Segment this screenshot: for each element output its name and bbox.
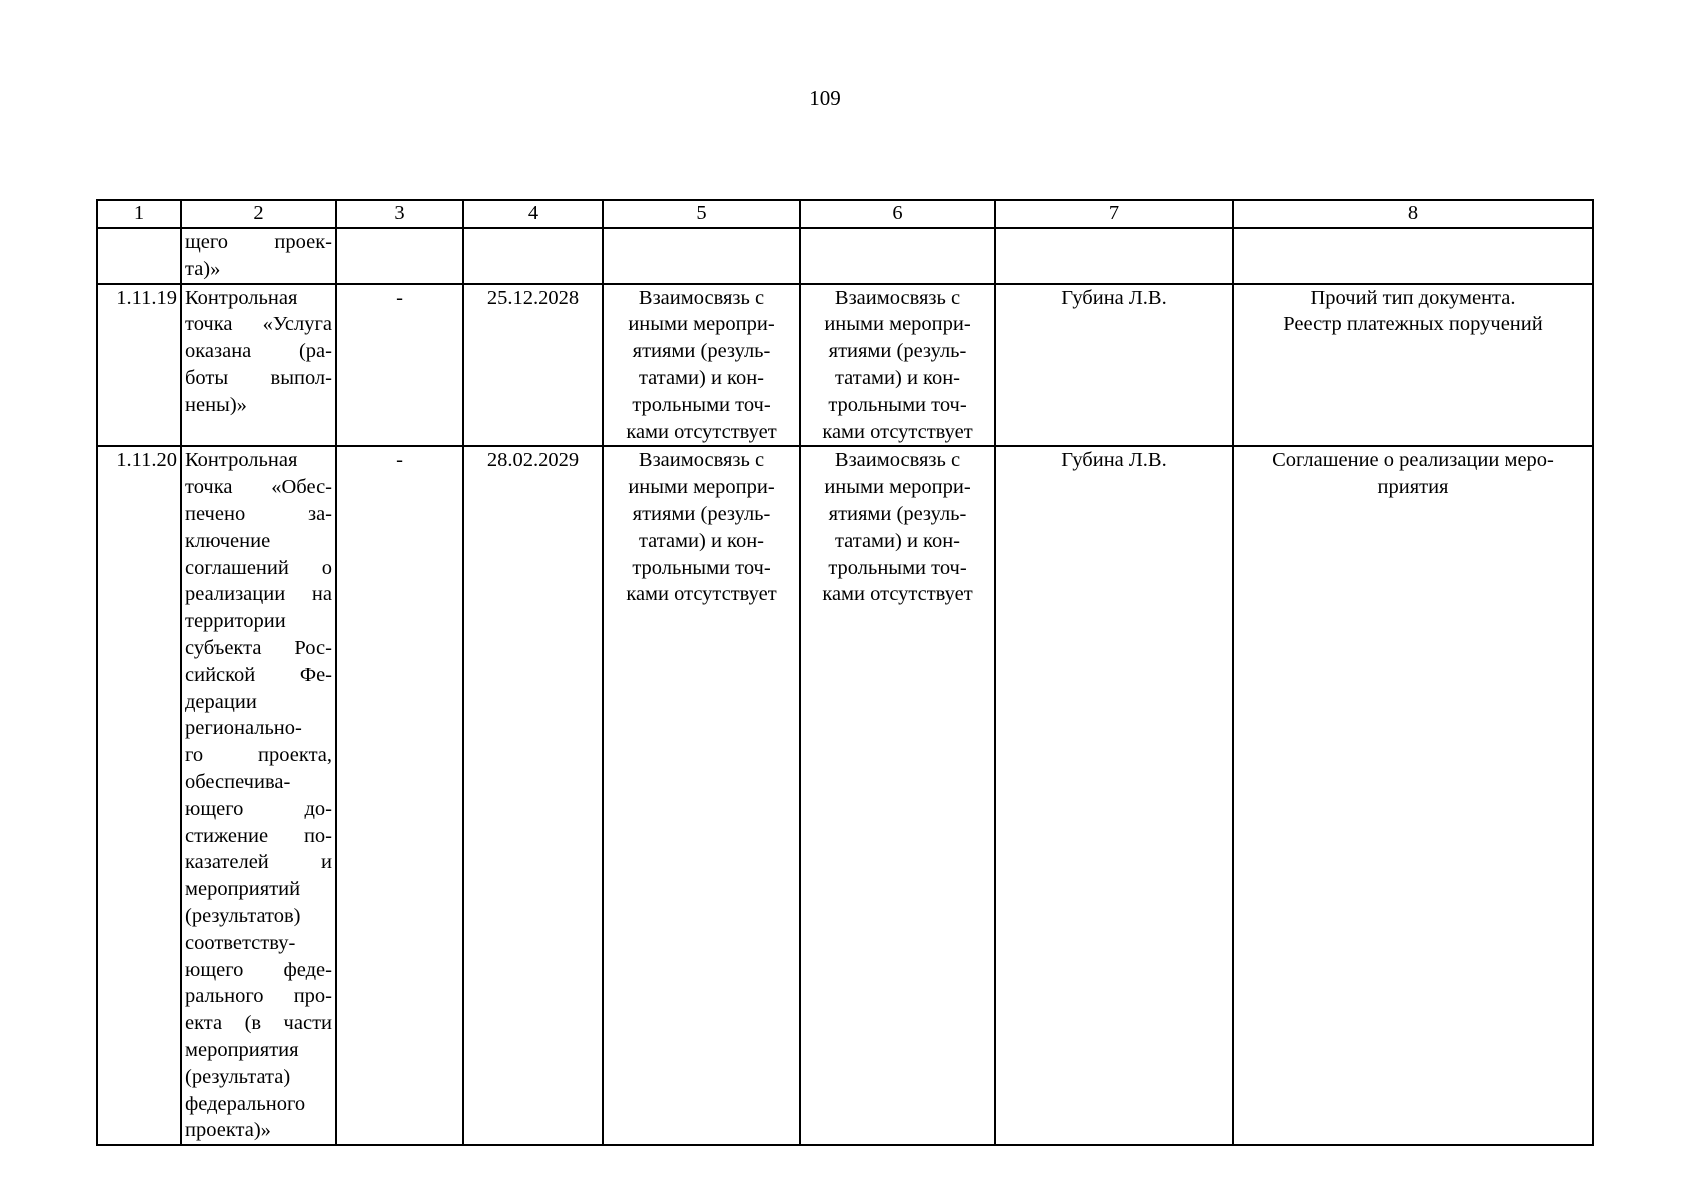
cell-text-line: проекта)» [185,1119,271,1142]
cell-text-line: Взаимосвязь с [834,449,961,472]
relation-cell [800,284,995,447]
event-name-cell [181,446,336,1145]
relation-cell [800,446,995,1145]
relation-cell [800,228,995,284]
table-header-row [97,200,1593,228]
cell-text-line: татами) и кон- [638,366,765,389]
cell-text-line: трольными точ- [828,556,967,579]
row-number-cell [97,228,181,284]
cell-text-line: точка «Обес- [185,476,332,499]
cell-text-line: трольными точ- [828,393,967,416]
cell-text-line: соглашений о [185,556,332,579]
cell-text-line: Реестр платежных поручений [1283,313,1543,336]
cell-text-line: иными меропри- [628,313,775,336]
cell-text-line: соответству- [185,931,296,954]
cell-text-line: рального про- [185,985,332,1008]
cell-text-line: ками отсутствует [822,420,973,443]
cell-text-line: татами) и кон- [834,529,961,552]
col3-cell [336,228,463,284]
date-cell [463,228,603,284]
header-cell: 7 [995,200,1233,228]
date-cell: 28.02.2029 [463,446,603,1145]
page-number: 109 [809,86,841,110]
header-cell: 2 [181,200,336,228]
cell-text-line: реализации на [185,583,332,606]
cell-text-line: казателей и [185,851,332,874]
cell-text-line: татами) и кон- [638,529,765,552]
cell-text-line: та)» [185,257,221,280]
relation-cell [603,228,800,284]
cell-text-line: иными меропри- [824,476,971,499]
document-type-cell [1233,228,1593,284]
event-name-cell [181,228,336,284]
col3-cell: - [336,284,463,447]
cell-text-line: дерации [185,690,257,713]
document-table [96,199,1594,1146]
document-type-cell [1233,284,1593,447]
header-cell: 5 [603,200,800,228]
header-cell: 4 [463,200,603,228]
cell-text-line: нены)» [185,393,247,416]
cell-text-line: ятиями (резуль- [632,502,771,525]
cell-text-line: Взаимосвязь с [834,286,961,309]
cell-text-line: обеспечива- [185,770,291,793]
responsible-cell: Губина Л.В. [995,446,1233,1145]
responsible-cell [995,228,1233,284]
table-row [97,284,1593,447]
row-number-cell: 1.11.20 [97,446,181,1145]
event-name-cell [181,284,336,447]
cell-text-line: ятиями (резуль- [828,502,967,525]
cell-text-line: мероприятий [185,878,301,901]
cell-text-line: Контрольная [185,449,298,472]
cell-text-line: ющего до- [185,797,332,820]
cell-text-line: трольными точ- [632,556,771,579]
cell-text-line: ками отсутствует [626,583,777,606]
cell-text-line: ятиями (резуль- [632,340,771,363]
cell-text-line: Соглашение о реализации меро- [1272,449,1554,472]
table-row [97,446,1593,1145]
cell-text-line: иными меропри- [824,313,971,336]
cell-text-line: ками отсутствует [822,583,973,606]
date-cell: 25.12.2028 [463,284,603,447]
cell-text-line: сийской Фе- [185,663,332,686]
cell-text-line: точка «Услуга [185,313,332,336]
cell-text-line: екта (в части [185,1012,332,1035]
responsible-cell: Губина Л.В. [995,284,1233,447]
header-cell: 1 [97,200,181,228]
cell-text-line: ющего феде- [185,958,332,981]
cell-text-line: Взаимосвязь с [638,286,765,309]
cell-text-line: мероприятия [185,1038,299,1061]
header-cell: 8 [1233,200,1593,228]
cell-text-line: иными меропри- [628,476,775,499]
cell-text-line: щего проек- [185,231,332,253]
row-number-cell: 1.11.19 [97,284,181,447]
cell-text-line: федерального [185,1092,306,1115]
cell-text-line: Прочий тип документа. [1310,286,1516,309]
relation-cell [603,284,800,447]
cell-text-line: Взаимосвязь с [638,449,765,472]
cell-text-line: приятия [1377,476,1449,499]
document-type-cell [1233,446,1593,1145]
cell-text-line: трольными точ- [632,393,771,416]
cell-text-line: регионально- [185,717,302,740]
cell-text-line: боты выпол- [185,366,332,389]
header-cell: 3 [336,200,463,228]
cell-text-line: ками отсутствует [626,420,777,443]
table-row [97,228,1593,284]
cell-text-line: ятиями (резуль- [828,340,967,363]
cell-text-line: территории [185,610,286,633]
relation-cell [603,446,800,1145]
cell-text-line: стижение по- [185,824,332,847]
cell-text-line: печено за- [185,502,332,525]
cell-text-line: ключение [185,529,271,552]
cell-text-line: оказана (ра- [185,340,332,363]
cell-text-line: (результата) [185,1065,291,1088]
cell-text-line: (результатов) [185,904,301,927]
cell-text-line: го проекта, [185,744,332,767]
cell-text-line: субъекта Рос- [185,636,332,659]
cell-text-line: Контрольная [185,286,298,309]
header-cell: 6 [800,200,995,228]
cell-text-line: татами) и кон- [834,366,961,389]
col3-cell: - [336,446,463,1145]
